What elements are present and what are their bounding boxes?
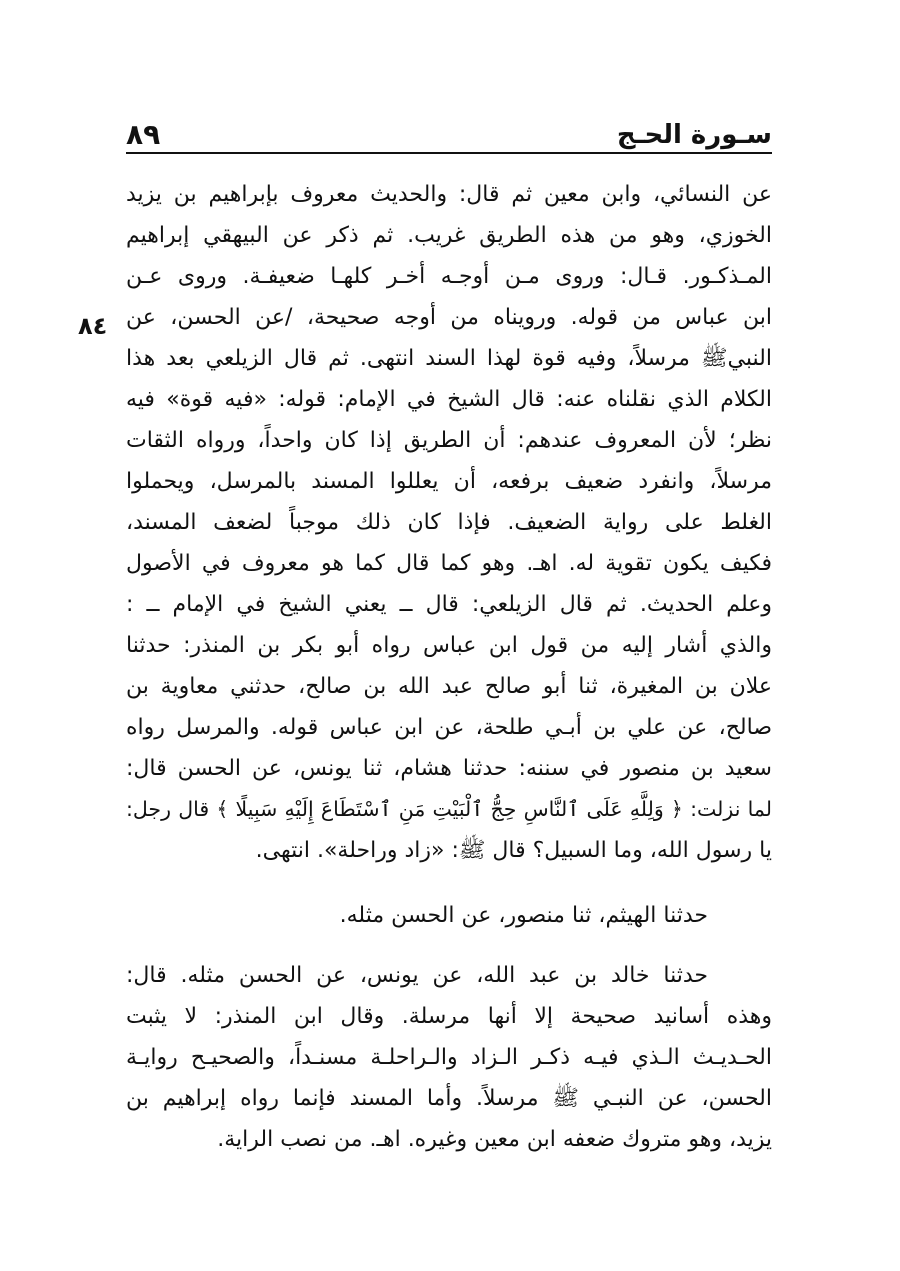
text-line: يزيد، وهو متروك ضعفه ابن معين وغيره. اهـ. من نصب الراية. [217, 1127, 772, 1152]
text-line: وعلم الحديث. ثم قال الزيلعي: قال ــ يعني الشيخ في الإمام ــ : [126, 592, 772, 617]
text-line: يا رسول الله، وما السبيل؟ قال ﷺ: «زاد وراحلة». انتهى. [255, 838, 772, 863]
margin-page-reference: ٨٤ [78, 312, 108, 340]
text-line: وهذه أسانيد صحيحة إلا أنها مرسلة. وقال ابن المنذر: لا يثبت [126, 1004, 772, 1029]
text-line: الخوزي، وهو من هذه الطريق غريب. ثم ذكر عن البيهقي إبراهيم [126, 223, 772, 248]
text-line: الحسن، عن النبـي ﷺ مرسلاً. وأما المسند فإنما رواه إبراهيم بن [126, 1086, 772, 1111]
header-rule [126, 152, 772, 154]
text-line: والذي أشار إليه من قول ابن عباس رواه أبو بكر بن المنذر: حدثنا [126, 633, 772, 658]
text-line: ابن عباس من قوله. ورويناه من أوجه صحيحة، /عن الحسن، عن [126, 305, 772, 330]
text-line: النبيﷺ مرسلاً، وفيه قوة لهذا السند انتهى. ثم قال الزيلعي بعد هذا [126, 346, 772, 371]
running-title: سـورة الحـج [616, 120, 772, 150]
page-number: ٨٩ [126, 118, 161, 151]
text-line: الكلام الذي نقلناه عنه: قال الشيخ في الإمام: قوله: «فيه قوة» فيه [126, 387, 772, 412]
text-line: حدثنا الهيثم، ثنا منصور، عن الحسن مثله. [339, 903, 708, 928]
text-line: الحـديـث الـذي فيـه ذكـر الـزاد والـراحلـة مسنـداً، والصحيـح روايـة [126, 1045, 772, 1070]
paragraph-main [126, 174, 772, 871]
paragraph-ibn-mundhir [126, 955, 772, 1160]
quran-verse-line: لما نزلت: ﴿ وَلِلَّهِ عَلَى ٱلنَّاسِ حِجُّ ٱلْبَيْتِ مَنِ ٱسْتَطَاعَ إِلَيْهِ سَبِيلًا ﴾ قال رجل: [126, 797, 772, 821]
text-line: علان بن المغيرة، ثنا أبو صالح عبد الله بن صالح، حدثني معاوية بن [126, 674, 772, 699]
paragraph-hadith-haytham [126, 895, 772, 936]
text-line: حدثنا خالد بن عبد الله، عن يونس، عن الحسن مثله. قال: [126, 963, 708, 988]
page-header [126, 112, 772, 152]
text-line: الغلط على رواية الضعيف. فإذا كان ذلك موجباً لضعف المسند، [126, 510, 772, 535]
text-line: المـذكـور. قـال: وروى مـن أوجـه أخـر كلهـا ضعيفـة. وروى عـن [126, 264, 772, 289]
text-line: عن النسائي، وابن معين ثم قال: والحديث معروف بإبراهيم بن يزيد [126, 182, 772, 207]
text-line: نظر؛ لأن المعروف عندهم: أن الطريق إذا كان واحداً، ورواه الثقات [126, 428, 772, 453]
text-line: مرسلاً، وانفرد ضعيف برفعه، أن يعللوا المسند بالمرسل، ويحملوا [126, 469, 772, 494]
text-line: سعيد بن منصور في سننه: حدثنا هشام، ثنا يونس، عن الحسن قال: [126, 756, 772, 781]
text-line: صالح، عن علي بن أبـي طلحة، عن ابن عباس قوله. والمرسل رواه [126, 715, 772, 740]
text-line: فكيف يكون تقوية له. اهـ. وهو كما قال كما هو معروف في الأصول [126, 551, 772, 576]
